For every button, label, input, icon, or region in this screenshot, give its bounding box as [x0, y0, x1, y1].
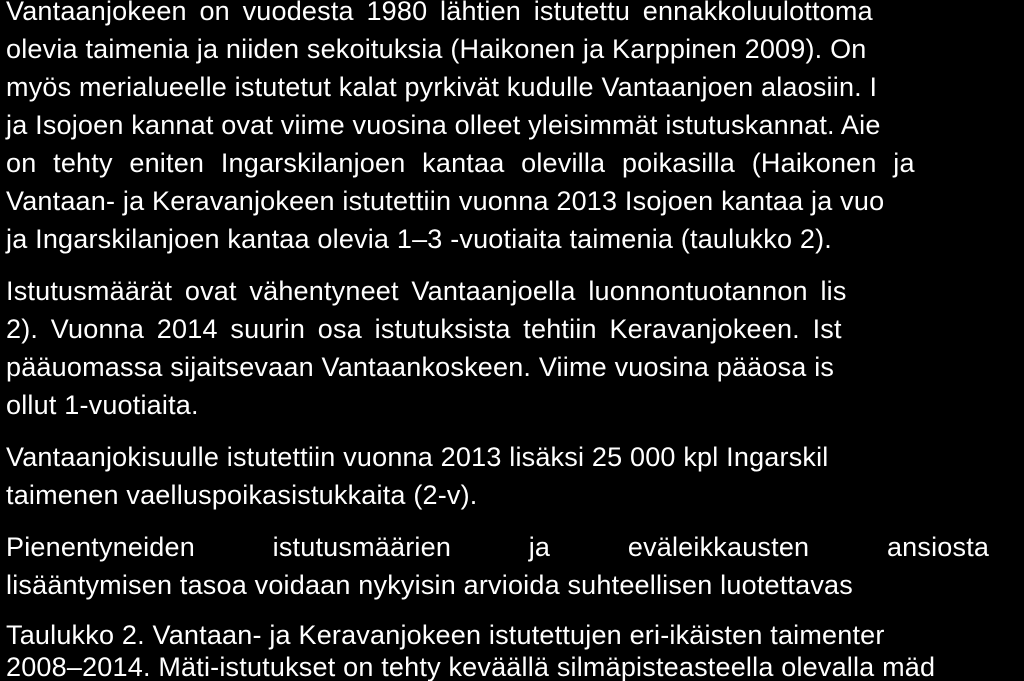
table-caption-line-1: Taulukko 2. Vantaan- ja Keravanjokeen istutettujen eri-ikäisten taimenter [6, 620, 885, 650]
paragraph-3-line-2: taimenen vaelluspoikasistukkaita (2-v). [6, 480, 478, 510]
paragraph-4-line-1: Pienentyneiden istutusmäärien ja eväleikkausten ansiosta [6, 532, 990, 562]
paragraph-1-line-2: olevia taimenia ja niiden sekoituksia (Haikonen ja Karppinen 2009). On [6, 34, 867, 64]
paragraph-2-line-3: pääuomassa sijaitsevaan Vantaankoskeen. Viime vuosina pääosa is [6, 352, 835, 382]
paragraph-1-line-5: on tehty eniten Ingarskilanjoen kantaa olevilla poikasilla (Haikonen ja [6, 148, 915, 178]
paragraph-1-line-3: myös merialueelle istutetut kalat pyrkivät kudulle Vantaanjoen alaosiin. I [6, 72, 878, 102]
paragraph-1-line-1: Vantaanjokeen on vuodesta 1980 lähtien istutettu ennakkoluulottoma [6, 0, 873, 26]
paragraph-1-line-4: ja Isojoen kannat ovat viime vuosina olleet yleisimmät istutuskannat. Aie [6, 110, 881, 140]
paragraph-1-line-7: ja Ingarskilanjoen kantaa olevia 1–3 -vuotiaita taimenia (taulukko 2). [6, 224, 832, 254]
paragraph-2-line-4: ollut 1-vuotiaita. [6, 390, 199, 420]
paragraph-2-line-2: 2). Vuonna 2014 suurin osa istutuksista tehtiin Keravanjokeen. Ist [6, 314, 842, 344]
paragraph-1-line-6: Vantaan- ja Keravanjokeen istutettiin vuonna 2013 Isojoen kantaa ja vuo [6, 186, 885, 216]
paragraph-3-line-1: Vantaanjokisuulle istutettiin vuonna 2013 lisäksi 25 000 kpl Ingarskil [6, 442, 829, 472]
paragraph-4-line-2: lisääntymisen tasoa voidaan nykyisin arvioida suhteellisen luotettavas [6, 570, 853, 600]
table-caption-line-2: 2008–2014. Mäti-istutukset on tehty keväällä silmäpisteasteella olevalla mäd [6, 652, 936, 681]
paragraph-2-line-1: Istutusmäärät ovat vähentyneet Vantaanjoella luonnontuotannon lis [6, 276, 847, 306]
